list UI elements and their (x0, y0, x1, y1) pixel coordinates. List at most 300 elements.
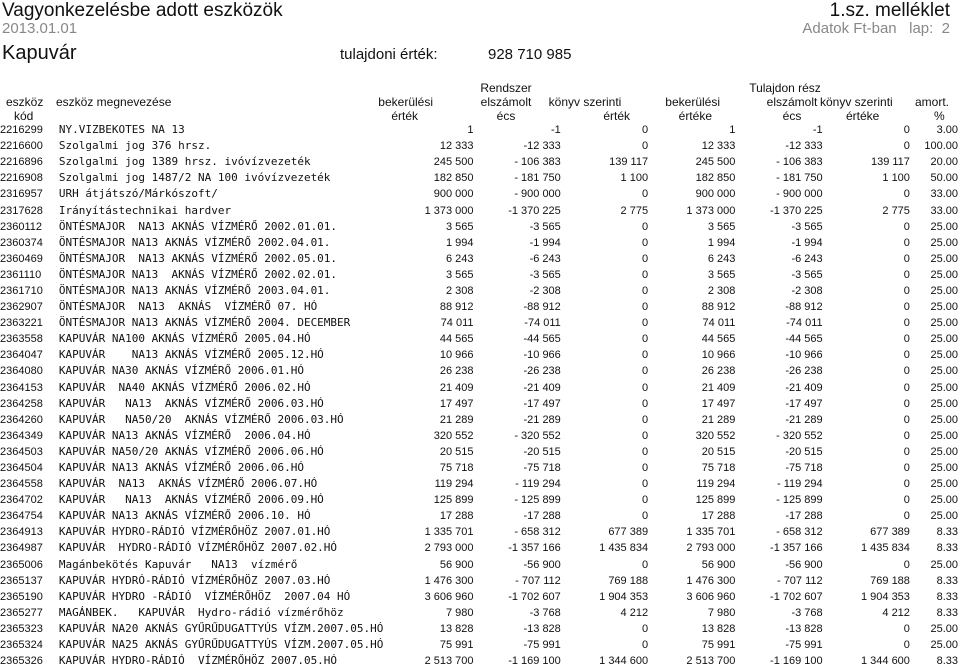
book-value: 4 212 (620, 606, 649, 619)
owner-acq-value: 245 500 (695, 156, 736, 169)
accounted-dep: - 707 112 (515, 574, 561, 587)
accounted-dep: - 320 552 (514, 429, 561, 442)
asset-name: KAPUVÁR NA30 AKNÁS VÍZMÉRŐ 2006.01.HÓ (58, 364, 304, 378)
asset-name: MAGÁNBEK. KAPUVÁR Hydro-rádió vízmérőhöz (58, 605, 344, 619)
accounted-dep: - 900 000 (514, 188, 561, 201)
book-value: 0 (641, 413, 649, 426)
asset-name: ÖNTÉSMAJOR NA13 AKNÁS VÍZMÉRŐ 2002.01.01. (58, 219, 338, 233)
owner-acq-value: 56 900 (701, 558, 736, 571)
col-acq-1: bekerülési (378, 95, 433, 109)
owner-book-value: 0 (903, 558, 910, 571)
amort-rate: 25.00 (930, 462, 958, 475)
table-row (0, 122, 958, 138)
owner-accounted-dep: -6 243 (791, 252, 823, 265)
accounted-dep: - 658 312 (514, 526, 561, 539)
col-acq-2: érték (391, 109, 418, 123)
amort-rate: 25.00 (930, 445, 958, 458)
owner-book-value: 0 (903, 236, 910, 249)
asset-code: 2216299 (0, 124, 43, 137)
acq-value: 44 565 (439, 333, 474, 346)
acq-value: 75 991 (439, 639, 474, 652)
book-value: 0 (641, 349, 649, 362)
owner-accounted-dep: - 900 000 (776, 188, 823, 201)
owner-acq-value: 13 828 (701, 622, 736, 635)
asset-code: 2360374 (0, 236, 43, 249)
amort-rate: 25.00 (930, 365, 958, 378)
col-ownacq-1: bekerülési (665, 95, 720, 109)
acq-value: 21 409 (439, 381, 474, 394)
currency-page-label: Adatok Ft-ban lap: 2 (802, 20, 950, 37)
owner-book-value: 1 435 834 (860, 542, 910, 555)
table-row (0, 621, 958, 637)
amort-rate: 33.00 (930, 204, 958, 217)
asset-name: ÖNTÉSMAJOR NA13 AKNÁS VÍZMÉRŐ 2003.04.01. (58, 283, 331, 297)
amort-rate: 25.00 (930, 622, 958, 635)
table-row (0, 315, 958, 331)
amort-rate: 25.00 (930, 301, 958, 314)
accounted-dep: -20 515 (523, 445, 561, 458)
table-row (0, 331, 958, 347)
acq-value: 56 900 (439, 558, 474, 571)
asset-code: 2365137 (0, 574, 43, 587)
amort-rate: 8.33 (936, 542, 958, 555)
amort-rate: 50.00 (930, 172, 958, 185)
owner-accounted-dep: -3 565 (791, 268, 823, 281)
asset-name: ÖNTÉSMAJOR NA13 AKNÁS VÍZMÉRŐ 2002.05.01. (58, 251, 338, 265)
asset-code: 2364260 (0, 413, 43, 426)
owner-accounted-dep: -3 768 (791, 606, 823, 619)
accounted-dep: -10 966 (523, 349, 561, 362)
table-row (0, 540, 958, 556)
col-book-2: érték (603, 109, 630, 123)
asset-table (0, 122, 958, 669)
table-row (0, 380, 958, 396)
owner-accounted-dep: -26 238 (785, 365, 823, 378)
asset-code: 2216896 (0, 156, 43, 169)
accounted-dep: -74 011 (524, 317, 561, 330)
book-value: 0 (641, 381, 649, 394)
owner-book-value: 4 212 (882, 606, 910, 619)
amort-rate: 8.33 (936, 526, 958, 539)
accounted-dep: - 181 750 (514, 172, 561, 185)
book-value: 0 (641, 268, 649, 281)
asset-code: 2364080 (0, 365, 43, 378)
acq-value: 900 000 (433, 188, 474, 201)
acq-value: 320 552 (433, 429, 474, 442)
book-value: 1 904 353 (599, 590, 649, 603)
table-row (0, 524, 958, 540)
accounted-dep: -26 238 (523, 365, 561, 378)
owner-acq-value: 320 552 (695, 429, 736, 442)
col-ownbook-2: értéke (846, 109, 880, 123)
asset-code: 2363558 (0, 333, 43, 346)
table-row (0, 412, 958, 428)
owner-book-value: 0 (903, 478, 910, 491)
owner-accounted-dep: -13 828 (785, 622, 823, 635)
owner-acq-value: 6 243 (707, 252, 736, 265)
owner-book-value: 0 (903, 188, 910, 201)
acq-value: 2 513 700 (424, 655, 474, 668)
owner-accounted-dep: -75 991 (785, 639, 823, 652)
owner-accounted-dep: -1 169 100 (770, 655, 823, 668)
owner-accounted-dep: -1 702 607 (770, 590, 823, 603)
asset-name: KAPUVÁR NA13 AKNÁS VÍZMÉRŐ 2005.12.HÓ (58, 348, 324, 362)
accounted-dep: -3 768 (529, 606, 561, 619)
owner-acq-value: 119 294 (696, 478, 736, 491)
table-row (0, 476, 958, 492)
acq-value: 3 565 (445, 268, 474, 281)
accounted-dep: -1 370 225 (508, 204, 561, 217)
acq-value: 119 294 (434, 478, 474, 491)
attachment-label: 1.sz. melléklet (829, 0, 950, 21)
accounted-dep: -1 169 100 (508, 655, 561, 668)
owner-acq-value: 1 335 701 (686, 526, 736, 539)
owner-accounted-dep: -21 409 (785, 381, 823, 394)
amort-rate: 25.00 (930, 236, 958, 249)
asset-code: 2365277 (0, 606, 43, 619)
owner-accounted-dep: -74 011 (786, 317, 823, 330)
asset-name: KAPUVÁR HYDRO -RÁDIÓ VÍZMÉRŐHÖZ 2007.04 HÓ (58, 589, 351, 603)
accounted-dep: -1 702 607 (508, 590, 561, 603)
asset-name: KAPUVÁR NA25 AKNÁS GYŰRŰDUGATTYÚS VÍZM.2007.05.HÓ (58, 638, 384, 652)
asset-code: 2360469 (0, 252, 43, 265)
owner-acq-value: 1 476 300 (686, 574, 736, 587)
owner-acq-value: 20 515 (701, 445, 736, 458)
amort-rate: 8.33 (936, 590, 958, 603)
amort-rate: 25.00 (930, 494, 958, 507)
ownership-label: tulajdoni érték: (340, 46, 438, 63)
accounted-dep: - 106 383 (514, 156, 561, 169)
asset-code: 2364047 (0, 349, 43, 362)
book-value: 0 (641, 220, 649, 233)
amort-rate: 25.00 (930, 478, 958, 491)
asset-name: KAPUVÁR NA40 AKNÁS VÍZMÉRŐ 2006.02.HÓ (58, 380, 311, 394)
owner-accounted-dep: -88 912 (785, 301, 823, 314)
asset-code: 2362907 (0, 301, 43, 314)
owner-acq-value: 3 606 960 (686, 590, 736, 603)
owner-acq-value: 1 373 000 (686, 204, 736, 217)
asset-code: 2361110 (0, 268, 42, 281)
owner-acq-value: 74 011 (702, 317, 736, 330)
asset-name: KAPUVÁR NA100 AKNÁS VÍZMÉRŐ 2005.04.HÓ (58, 332, 311, 346)
book-value: 139 117 (609, 156, 649, 169)
book-value: 0 (641, 462, 649, 475)
asset-name: ÖNTÉSMAJOR NA13 AKNÁS VÍZMÉRŐ 2004. DECEMBER (58, 316, 351, 330)
table-row (0, 235, 958, 251)
owner-accounted-dep: -10 966 (785, 349, 823, 362)
asset-name: Irányítástechnikai hardver (58, 203, 232, 217)
col-accdep-1: elszámolt (480, 95, 532, 109)
amort-rate: 8.33 (936, 606, 958, 619)
amort-rate: 25.00 (930, 639, 958, 652)
owner-book-value: 0 (903, 365, 910, 378)
accounted-dep: -17 497 (523, 397, 561, 410)
acq-value: 7 980 (445, 606, 474, 619)
accounted-dep: -1 994 (529, 236, 561, 249)
asset-code: 2365190 (0, 590, 43, 603)
owner-accounted-dep: -2 308 (791, 284, 823, 297)
asset-name: KAPUVÁR NA13 AKNÁS VÍZMÉRŐ 2006.03.HÓ (58, 396, 324, 410)
owner-acq-value: 17 497 (701, 397, 736, 410)
owner-acq-value: 10 966 (701, 349, 736, 362)
owner-book-value: 0 (903, 510, 910, 523)
owner-accounted-dep: - 106 383 (776, 156, 823, 169)
amort-rate: 25.00 (930, 381, 958, 394)
owner-accounted-dep: - 125 899 (776, 494, 823, 507)
accounted-dep: -6 243 (529, 252, 561, 265)
owner-accounted-dep: -17 497 (785, 397, 823, 410)
owner-book-value: 0 (903, 413, 910, 426)
asset-code: 2365323 (0, 622, 43, 635)
table-row (0, 154, 958, 170)
asset-name: Szolgalmi jog 376 hrsz. (58, 139, 212, 153)
asset-name: ÖNTÉSMAJOR NA13 AKNÁS VÍZMÉRŐ 07. HÓ (58, 300, 318, 314)
table-row (0, 251, 958, 267)
owner-accounted-dep: -1 357 166 (770, 542, 823, 555)
owner-accounted-dep: -17 288 (785, 510, 823, 523)
owner-accounted-dep: -21 289 (785, 413, 823, 426)
accounted-dep: -44 565 (523, 333, 561, 346)
book-value: 0 (641, 236, 649, 249)
book-value: 0 (641, 494, 649, 507)
table-row (0, 508, 958, 524)
owner-acq-value: 1 (729, 124, 736, 137)
amort-rate: 25.00 (930, 317, 958, 330)
asset-code: 2364558 (0, 478, 43, 491)
book-value: 0 (641, 622, 649, 635)
book-value: 0 (641, 317, 649, 330)
owner-book-value: 0 (903, 140, 910, 153)
table-row (0, 396, 958, 412)
asset-name: Szolgalmi jog 1487/2 NA 100 ivóvízvezeték (58, 171, 331, 185)
asset-name: KAPUVÁR NA13 AKNÁS VÍZMÉRŐ 2006.04.HÓ (58, 428, 311, 442)
asset-name: KAPUVÁR HYDRO-RÁDIÓ VÍZMÉRŐHÖZ 2007.01.HÓ (58, 525, 331, 539)
owner-accounted-dep: -20 515 (785, 445, 823, 458)
owner-accounted-dep: - 658 312 (776, 526, 823, 539)
asset-code: 2364153 (0, 381, 43, 394)
col-book-1: könyv szerinti (548, 95, 622, 109)
asset-name: KAPUVÁR NA50/20 AKNÁS VÍZMÉRŐ 2006.03.HÓ (58, 412, 344, 426)
acq-value: 1 (467, 124, 474, 137)
table-row (0, 605, 958, 621)
asset-code: 2364702 (0, 494, 43, 507)
amort-rate: 25.00 (930, 268, 958, 281)
accounted-dep: - 119 294 (515, 478, 561, 491)
owner-acq-value: 125 899 (695, 494, 736, 507)
owner-book-value: 0 (903, 124, 910, 137)
owner-acq-value: 1 994 (707, 236, 736, 249)
accounted-dep: -17 288 (523, 510, 561, 523)
asset-name: KAPUVÁR NA13 AKNÁS VÍZMÉRŐ 2006.09.HÓ (58, 493, 324, 507)
table-row (0, 460, 958, 476)
asset-code: 2364258 (0, 397, 43, 410)
owner-book-value: 1 344 600 (860, 655, 910, 668)
table-row (0, 138, 958, 154)
acq-value: 1 373 000 (424, 204, 474, 217)
owner-acq-value: 182 850 (695, 172, 736, 185)
owner-acq-value: 26 238 (701, 365, 736, 378)
asset-name: ÖNTÉSMAJOR NA13 AKNÁS VÍZMÉRŐ 2002.02.01. (58, 267, 338, 281)
accounted-dep: -2 308 (529, 284, 561, 297)
book-value: 1 100 (620, 172, 649, 185)
asset-code: 2365006 (0, 558, 43, 571)
owner-book-value: 0 (903, 268, 910, 281)
amort-rate: 3.00 (936, 124, 958, 137)
col-name: eszköz megnevezése (56, 95, 172, 109)
acq-value: 1 994 (445, 236, 474, 249)
book-value: 0 (641, 188, 649, 201)
book-value: 0 (641, 478, 649, 491)
acq-value: 2 308 (445, 284, 474, 297)
table-row (0, 202, 958, 218)
table-row (0, 299, 958, 315)
owner-book-value: 0 (903, 494, 910, 507)
amort-rate: 25.00 (930, 558, 958, 571)
owner-book-value: 0 (903, 301, 910, 314)
acq-value: 182 850 (433, 172, 474, 185)
owner-book-value: 0 (903, 252, 910, 265)
accounted-dep: -3 565 (529, 268, 561, 281)
owner-book-value: 0 (903, 445, 910, 458)
amort-rate: 25.00 (930, 220, 958, 233)
asset-name: Magánbekötés Kapuvár NA13 vízmérő (58, 557, 298, 571)
book-value: 1 435 834 (599, 542, 649, 555)
amort-rate: 25.00 (930, 429, 958, 442)
book-value: 0 (641, 301, 649, 314)
owner-acq-value: 900 000 (695, 188, 736, 201)
book-value: 0 (641, 639, 649, 652)
owner-acq-value: 2 793 000 (686, 542, 736, 555)
book-value: 0 (641, 284, 649, 297)
asset-code: 2216908 (0, 172, 43, 185)
column-header (0, 80, 960, 122)
asset-name: ÖNTÉSMAJOR NA13 AKNÁS VÍZMÉRŐ 2002.04.01. (58, 235, 331, 249)
asset-code: 2364913 (0, 526, 43, 539)
asset-code: 2364504 (0, 462, 43, 475)
table-row (0, 219, 958, 235)
owner-accounted-dep: -3 565 (791, 220, 823, 233)
amort-rate: 25.00 (930, 284, 958, 297)
owner-acq-value: 75 991 (701, 639, 736, 652)
amort-rate: 25.00 (930, 252, 958, 265)
owner-book-value: 0 (903, 462, 910, 475)
accounted-dep: - 125 899 (514, 494, 561, 507)
owner-book-value: 1 904 353 (860, 590, 910, 603)
owner-accounted-dep: -1 (812, 124, 823, 137)
table-row (0, 170, 958, 186)
table-row (0, 653, 958, 669)
table-row (0, 186, 958, 202)
owner-book-value: 139 117 (870, 156, 910, 169)
asset-name: URH átjátszó/Márkószoft/ (58, 187, 218, 201)
table-row (0, 347, 958, 363)
col-owndep-2: écs (782, 109, 802, 123)
owner-acq-value: 12 333 (701, 140, 736, 153)
owner-book-value: 2 775 (882, 204, 910, 217)
asset-name: KAPUVÁR NA13 AKNÁS VÍZMÉRŐ 2006.07.HÓ (58, 477, 318, 491)
accounted-dep: -88 912 (523, 301, 561, 314)
accounted-dep: -3 565 (529, 220, 561, 233)
amort-rate: 25.00 (930, 333, 958, 346)
accounted-dep: -75 991 (523, 639, 561, 652)
col-owner-group: Tulajdon rész (749, 81, 821, 95)
owner-acq-value: 44 565 (701, 333, 736, 346)
asset-code: 2364503 (0, 445, 43, 458)
acq-value: 1 476 300 (424, 574, 474, 587)
amort-rate: 8.33 (936, 574, 958, 587)
owner-book-value: 769 188 (870, 574, 910, 587)
book-value: 1 344 600 (599, 655, 649, 668)
col-ownbook-1: könyv szerinti (820, 95, 893, 109)
owner-book-value: 0 (903, 381, 910, 394)
owner-book-value: 0 (903, 349, 910, 362)
owner-book-value: 0 (903, 429, 910, 442)
owner-book-value: 677 389 (870, 526, 910, 539)
owner-accounted-dep: -44 565 (785, 333, 823, 346)
acq-value: 12 333 (439, 140, 474, 153)
acq-value: 125 899 (433, 494, 474, 507)
owner-book-value: 0 (903, 220, 910, 233)
asset-code: 2361710 (0, 284, 43, 297)
owner-book-value: 0 (903, 317, 910, 330)
book-value: 0 (641, 365, 649, 378)
asset-code: 2365326 (0, 655, 43, 668)
col-code-2: kód (14, 109, 34, 123)
asset-name: KAPUVÁR HYDRO-RÁDIÓ VÍZMÉRŐHÖZ 2007.02.HÓ (58, 541, 338, 555)
acq-value: 26 238 (439, 365, 474, 378)
book-value: 0 (641, 558, 649, 571)
asset-name: KAPUVÁR NA20 AKNÁS GYŰRŰDUGATTYÚS VÍZM.2007.05.HÓ (58, 621, 384, 635)
col-accdep-2: écs (496, 109, 516, 123)
owner-accounted-dep: - 119 294 (776, 478, 823, 491)
book-value: 0 (641, 429, 649, 442)
asset-name: Szolgalmi jog 1389 hrsz. ivóvízvezeték (58, 155, 311, 169)
ownership-value: 928 710 985 (488, 46, 572, 63)
amort-rate: 25.00 (930, 397, 958, 410)
asset-code: 2316957 (0, 188, 43, 201)
accounted-dep: -13 828 (523, 622, 561, 635)
owner-acq-value: 7 980 (707, 606, 736, 619)
book-value: 0 (641, 124, 649, 137)
owner-acq-value: 21 409 (701, 381, 736, 394)
table-row (0, 492, 958, 508)
owner-acq-value: 2 308 (707, 284, 736, 297)
asset-name: KAPUVÁR HYDRÓ-RÁDIÓ VÍZMÉRŐHÖZ 2007.03.HÓ (58, 573, 331, 587)
owner-accounted-dep: -75 718 (785, 462, 823, 475)
report-date: 2013.01.01 (2, 20, 78, 37)
asset-code: 2364349 (0, 429, 43, 442)
acq-value: 13 828 (439, 622, 474, 635)
amort-rate: 25.00 (930, 349, 958, 362)
acq-value: 75 718 (439, 462, 474, 475)
accounted-dep: -56 900 (523, 558, 561, 571)
col-owndep-1: elszámolt (766, 95, 818, 109)
accounted-dep: -75 718 (523, 462, 561, 475)
amort-rate: 33.00 (930, 188, 958, 201)
book-value: 0 (641, 333, 649, 346)
book-value: 0 (641, 140, 649, 153)
owner-accounted-dep: -1 370 225 (770, 204, 823, 217)
amort-rate: 25.00 (930, 413, 958, 426)
table-row (0, 573, 958, 589)
acq-value: 245 500 (433, 156, 474, 169)
table-row (0, 589, 958, 605)
table-row (0, 283, 958, 299)
acq-value: 21 289 (439, 413, 474, 426)
asset-code: 2317628 (0, 204, 43, 217)
asset-code: 2360112 (0, 220, 43, 233)
book-value: 0 (641, 510, 649, 523)
